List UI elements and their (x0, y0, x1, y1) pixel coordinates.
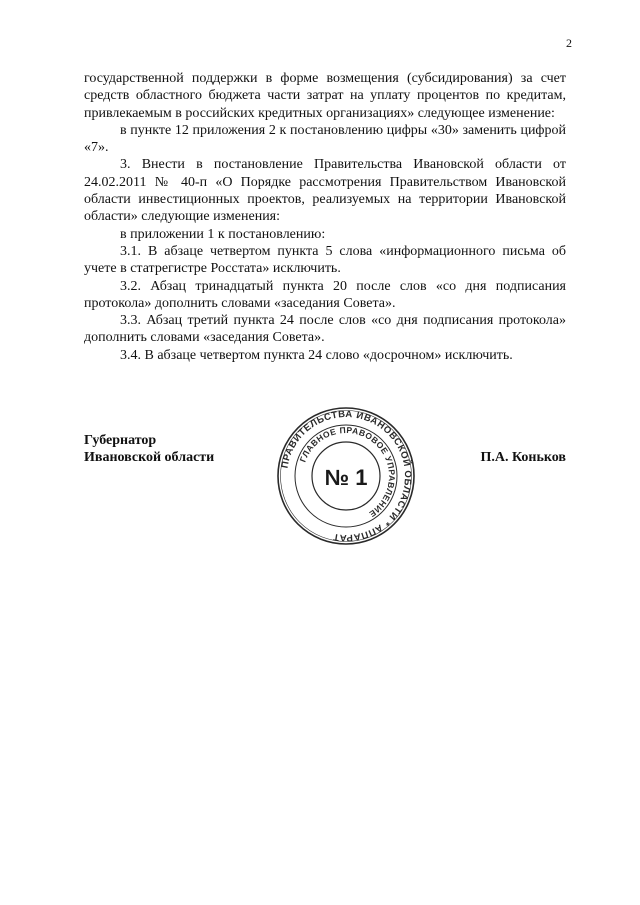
seal-outer-text: ПРАВИТЕЛЬСТВА ИВАНОВСКОЙ ОБЛАСТИ * АППАРАТ (279, 408, 414, 544)
paragraph: в пункте 12 приложения 2 к постановлению цифры «30» заменить цифрой «7». (84, 122, 566, 156)
signatory-title (84, 432, 214, 466)
paragraph: государственной поддержки в форме возмещения (субсидирования) за счет средств областного бюджета части затрат на уплату процентов по кредитам, привлекаемым в российских кредитных организациях» следующее изменение: (84, 71, 566, 121)
page-number: 2 (566, 36, 572, 50)
paragraph: 3. Внести в постановление Правительства Ивановской области от 24.02.2011 № 40-п «О Порядке рассмотрения Правительством Ивановской области инвестиционных проектов, реализуемых на территории Ивановской области» следующие изменения: (84, 157, 566, 225)
paragraph: 3.1. В абзаце четвертом пункта 5 слова «информационного письма об учете в статрегистре Росстата» исключить. (84, 243, 566, 277)
signature-block (84, 408, 566, 544)
signatory-name: П.А. Коньков (480, 450, 566, 465)
signatory-title-line2: Ивановской области (84, 450, 215, 465)
seal-number: № 1 (324, 465, 368, 490)
paragraph: в приложении 1 к постановлению: (120, 226, 326, 242)
seal-inner-text: ГЛАВНОЕ ПРАВОВОЕ УПРАВЛЕНИЕ (297, 424, 398, 520)
paragraph: 3.4. В абзаце четвертом пункта 24 слово «досрочном» исключить. (120, 347, 513, 363)
signatory-title-line1: Губернатор (84, 433, 157, 448)
official-seal (276, 406, 416, 546)
document-body (84, 70, 566, 364)
paragraph: 3.3. Абзац третий пункта 24 после слов «со дня подписания протокола» дополнить словами «заседания Совета». (84, 313, 566, 346)
paragraph: 3.2. Абзац тринадцатый пункта 20 после слов «со дня подписания протокола» дополнить словами «заседания Совета». (84, 278, 566, 311)
